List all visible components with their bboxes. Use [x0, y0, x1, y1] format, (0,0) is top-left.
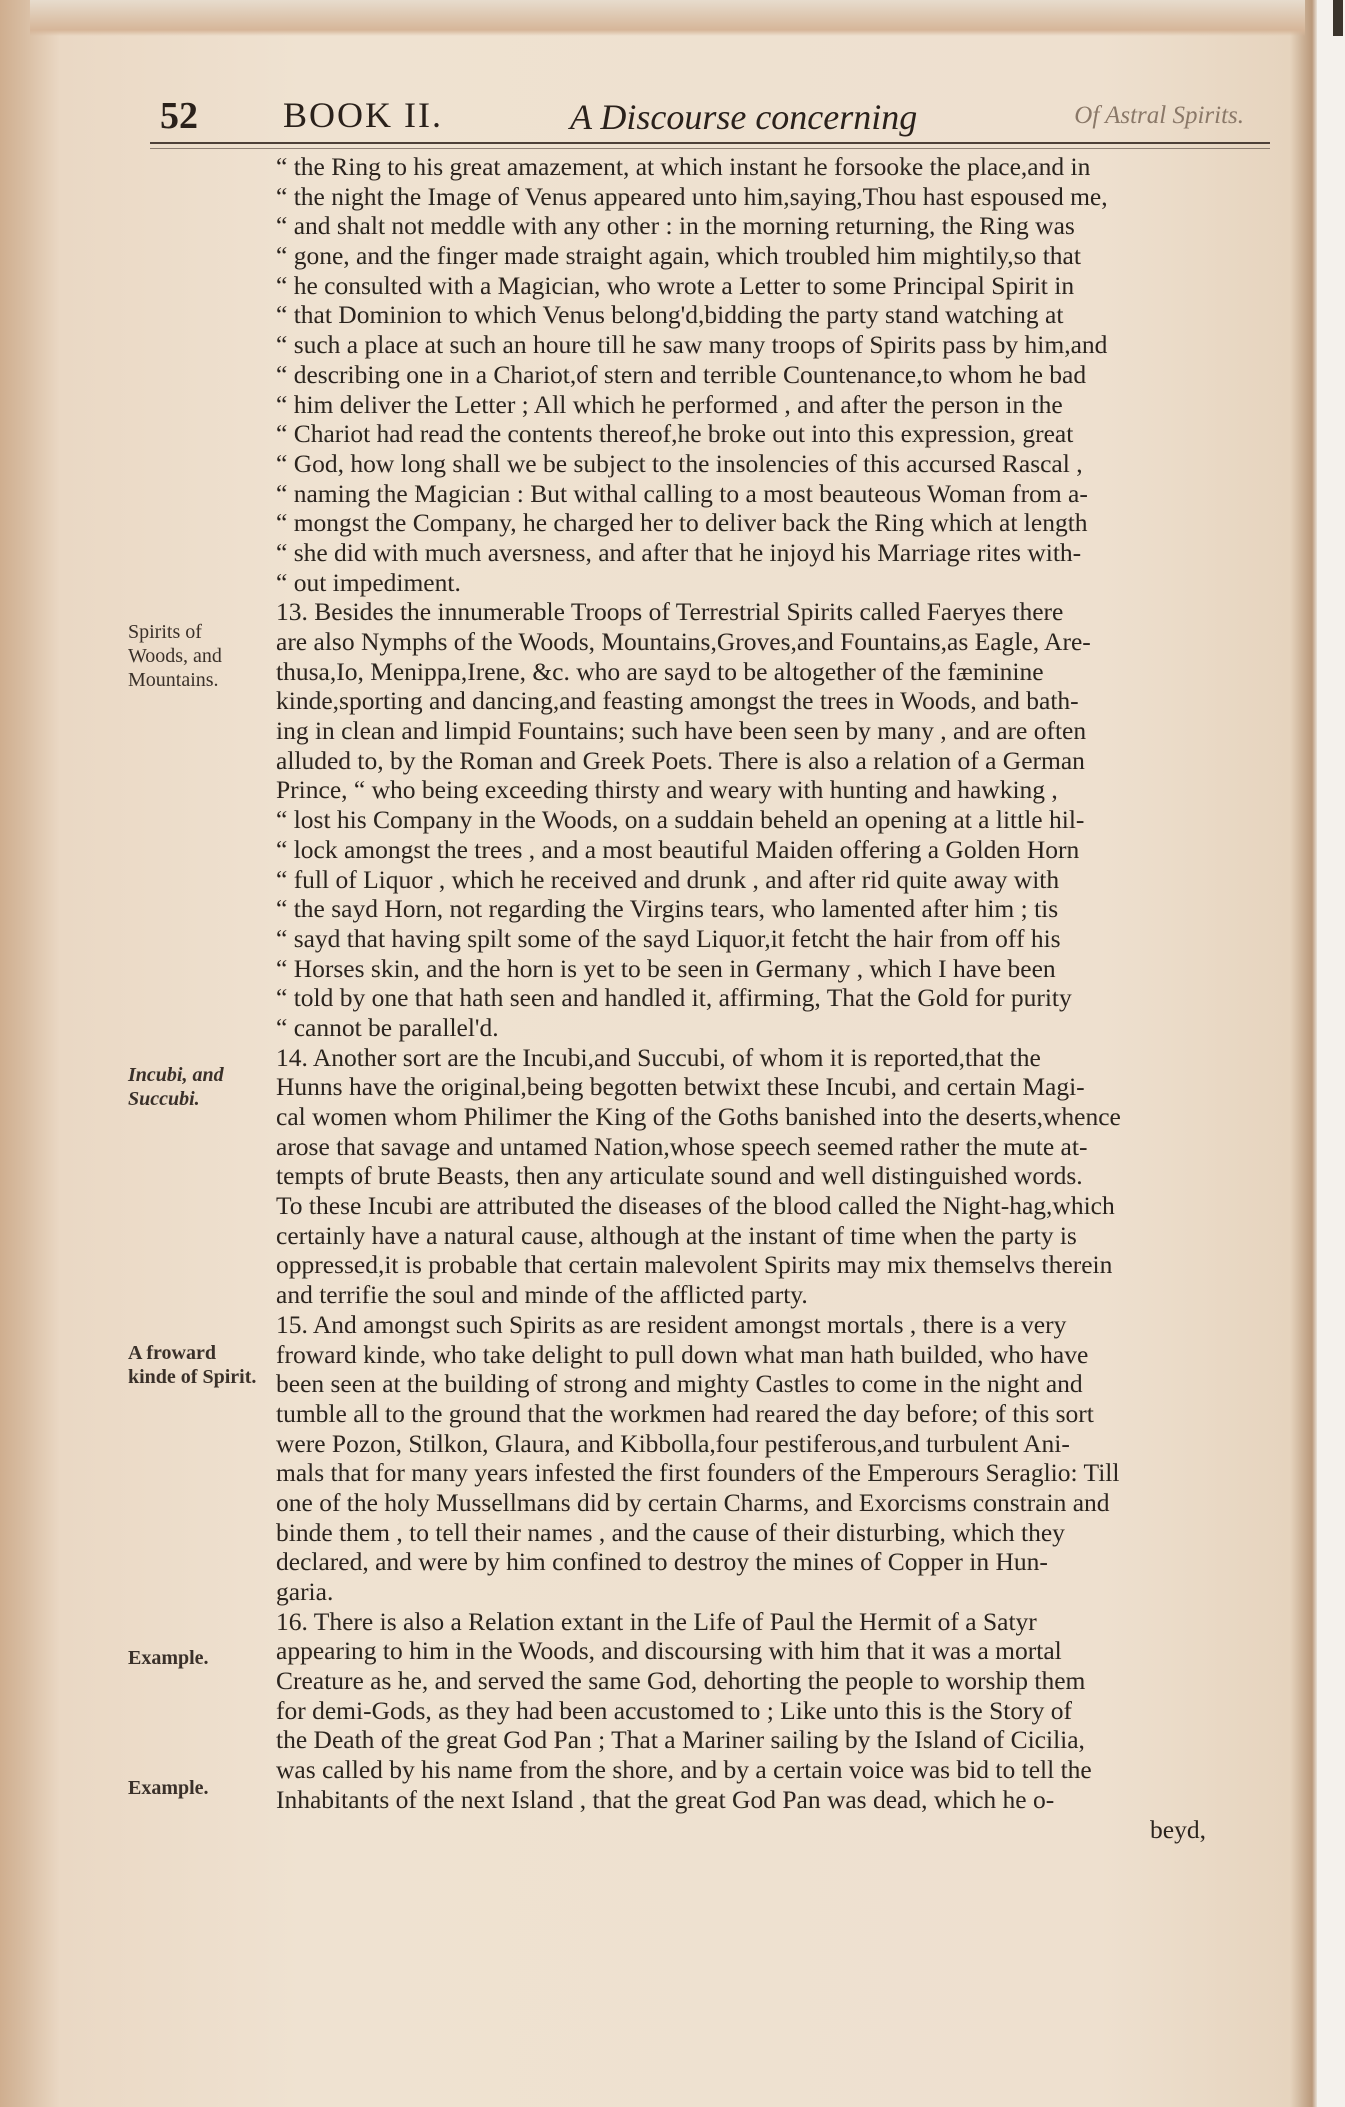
text-line: 13. Besides the innumerable Troops of Terrestrial Spirits called Faeryes there [276, 597, 1064, 627]
text-line: “ the Ring to his great amazement, at which instant he forsooke the place,and in [276, 152, 1091, 181]
text-line: 16. There is also a Relation extant in the Life of Paul the Hermit of a Satyr [276, 1606, 1037, 1636]
text-line: one of the holy Mussellmans did by certain Charms, and Exorcisms constrain and [276, 1487, 1110, 1517]
header-title: A Discourse concerning [570, 97, 918, 137]
text-line: garia. [276, 1577, 334, 1606]
text-line: “ told by one that hath seen and handled it, affirming, That the Gold for purity [276, 983, 1072, 1013]
text-line: tumble all to the ground that the workmen had reared the day before; of this sort [276, 1398, 1094, 1428]
text-line: Inhabitants of the next Island , that the great God Pan was dead, which he o- [276, 1784, 1055, 1814]
text-line: Creature as he, and served the same God, dehorting the people to worship them [276, 1666, 1086, 1696]
text-line: “ Chariot had read the contents thereof,he broke out into this expression, great [276, 419, 1074, 449]
text-line: “ out impediment. [276, 567, 461, 597]
body-text [276, 152, 1206, 1844]
page-header [150, 92, 1250, 140]
text-line: mals that for many years infested the first founders of the Emperours Seraglio: Till [276, 1458, 1120, 1488]
text-line: “ cannot be parallel'd. [276, 1012, 499, 1042]
margin-note-example-1: Example. [128, 1647, 209, 1669]
text-line: froward kinde, who take delight to pull down what man hath builded, who have [276, 1339, 1089, 1369]
text-line: the Death of the great God Pan ; That a Mariner sailing by the Island of Cicilia, [276, 1725, 1085, 1755]
text-line: “ full of Liquor , which he received and drunk , and after rid quite away with [276, 864, 1060, 894]
text-line: “ sayd that having spilt some of the sayd Liquor,it fetcht the hair from off his [276, 923, 1061, 953]
text-line: were Pozon, Stilkon, Glaura, and Kibbolla,four pestiferous,and turbulent Ani- [276, 1428, 1070, 1458]
text-line: “ him deliver the Letter ; All which he performed , and after the person in the [276, 389, 1063, 419]
margin-note-incubi: Incubi, and Succubi. [128, 1064, 224, 1110]
text-line: “ the night the Image of Venus appeared unto him,saying,Thou hast espoused me, [276, 181, 1108, 211]
header-rule [150, 142, 1270, 144]
text-line: 15. And amongst such Spirits as are resident amongst mortals , there is a very [276, 1309, 1067, 1339]
text-line: Prince, “ who being exceeding thirsty and weary with hunting and hawking , [276, 775, 1058, 805]
text-line: “ the sayd Horn, not regarding the Virgins tears, who lamented after him ; tis [276, 894, 1059, 924]
running-head: Of Astral Spirits. [1074, 102, 1244, 129]
text-line: been seen at the building of strong and mighty Castles to come in the night and [276, 1369, 1083, 1399]
text-line: “ she did with much aversness, and after that he injoyd his Marriage rites with- [276, 537, 1082, 567]
text-line: “ describing one in a Chariot,of stern and terrible Countenance,to whom he bad [276, 359, 1087, 389]
text-line: To these Incubi are attributed the diseases of the blood called the Night-hag,which [276, 1191, 1115, 1221]
margin-note-example-2: Example. [128, 1777, 209, 1799]
text-line: “ and shalt not meddle with any other : in the morning returning, the Ring was [276, 211, 1075, 241]
text-line: ing in clean and limpid Fountains; such have been seen by many , and are often [276, 716, 1087, 746]
text-line: Hunns have the original,being begotten betwixt these Incubi, and certain Magi- [276, 1072, 1085, 1102]
text-line: cal women whom Philimer the King of the Goths banished into the deserts,whence [276, 1102, 1121, 1131]
text-line: alluded to, by the Roman and Greek Poets. There is also a relation of a German [276, 745, 1085, 775]
text-line: for demi-Gods, as they had been accustomed to ; Like unto this is the Story of [276, 1695, 1073, 1725]
book-label: BOOK II. [283, 95, 443, 135]
text-line: declared, and were by him confined to destroy the mines of Copper in Hun- [276, 1547, 1048, 1577]
text-line: kinde,sporting and dancing,and feasting amongst the trees in Woods, and bath- [276, 686, 1079, 716]
text-line: “ gone, and the finger made straight again, which troubled him mightily,so that [276, 241, 1081, 271]
text-line: “ he consulted with a Magician, who wrote a Letter to some Principal Spirit in [276, 270, 1075, 300]
text-line: “ naming the Magician : But withal calling to a most beauteous Woman from a- [276, 478, 1088, 508]
text-line: certainly have a natural cause, although at the instant of time when the party is [276, 1220, 1077, 1250]
text-line: “ mongst the Company, he charged her to deliver back the Ring which at length [276, 508, 1088, 538]
text-line: are also Nymphs of the Woods, Mountains,Groves,and Fountains,as Eagle, Are- [276, 627, 1091, 656]
text-line: “ lock amongst the trees , and a most beautiful Maiden offering a Golden Horn [276, 834, 1080, 864]
text-line: thusa,Io, Menippa,Irene, &c. who are sayd to be altogether of the fæminine [276, 656, 1044, 686]
text-line: tempts of brute Beasts, then any articulate sound and well distinguished words. [276, 1161, 1083, 1191]
text-line: arose that savage and untamed Nation,whose speech seemed rather the mute at- [276, 1131, 1088, 1161]
margin-note-spirits-of-woods: Spirits of Woods, and Mountains. [128, 621, 222, 691]
right-edge-mark [1333, 0, 1343, 36]
margin-note-froward-spirit: A froward kinde of Spirit. [128, 1342, 257, 1388]
text-line: 14. Another sort are the Incubi,and Succubi, of whom it is reported,that the [276, 1042, 1041, 1072]
page-top-edge [30, 0, 1305, 36]
text-line: “ God, how long shall we be subject to the insolencies of this accursed Rascal , [276, 448, 1083, 478]
right-margin-strip [1317, 0, 1345, 2107]
text-line: was called by his name from the shore, and by a certain voice was bid to tell the [276, 1755, 1092, 1785]
text-line: “ Horses skin, and the horn is yet to be seen in Germany , which I have been [276, 953, 1056, 983]
catchword: beyd, [1150, 1814, 1206, 1844]
text-line: “ that Dominion to which Venus belong'd,bidding the party stand watching at [276, 300, 1064, 330]
header-rule-thin [150, 148, 1270, 149]
text-line: appearing to him in the Woods, and discoursing with him that it was a mortal [276, 1636, 1062, 1666]
text-line: “ lost his Company in the Woods, on a suddain beheld an opening at a little hil- [276, 805, 1085, 835]
text-line: binde them , to tell their names , and the cause of their disturbing, which they [276, 1517, 1065, 1547]
text-line: and terrifie the soul and minde of the afflicted party. [276, 1280, 808, 1310]
text-line: “ such a place at such an houre till he saw many troops of Spirits pass by him,and [276, 330, 1108, 360]
page-number: 52 [160, 95, 198, 137]
text-line: oppressed,it is probable that certain malevolent Spirits may mix themselvs therein [276, 1250, 1113, 1280]
